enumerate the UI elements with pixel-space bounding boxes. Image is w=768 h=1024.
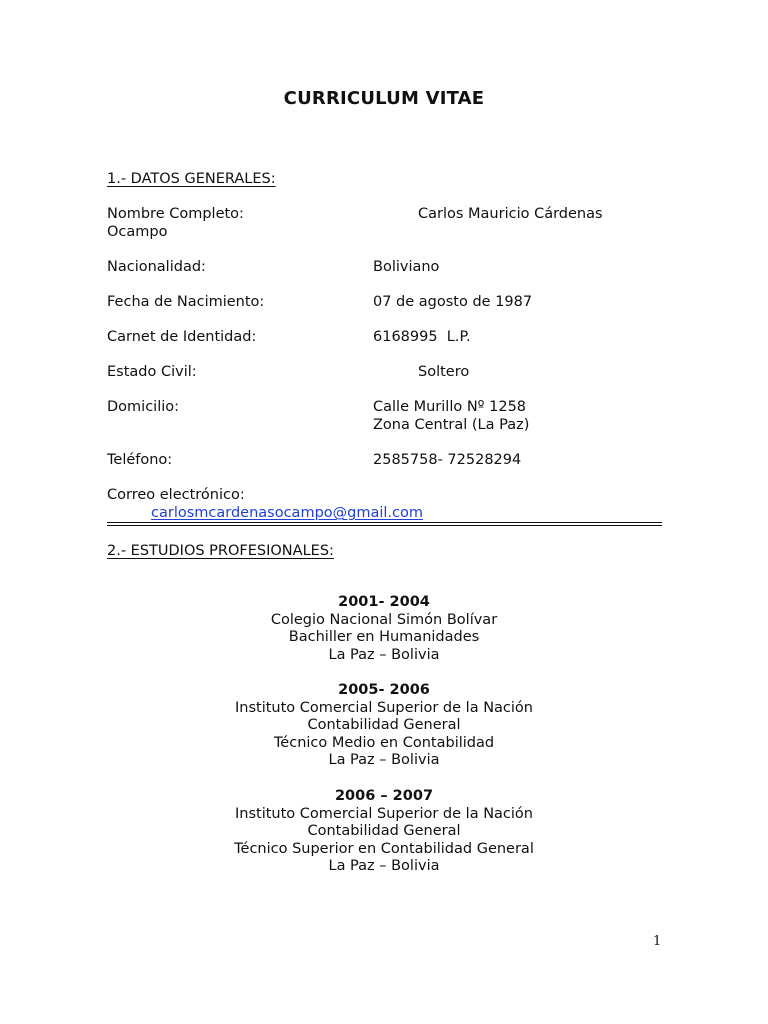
address-value-line1: Calle Murillo Nº 1258: [373, 399, 527, 415]
study-years: 2005- 2006: [338, 682, 430, 698]
birth-date-value: 07 de agosto de 1987: [373, 294, 533, 310]
study-line: Bachiller en Humanidades: [288, 629, 480, 646]
page-number: 1: [653, 934, 662, 949]
study-line: Instituto Comercial Superior de la Nación: [235, 805, 533, 822]
study-line: Técnico Superior en Contabilidad General: [234, 840, 534, 857]
study-line: La Paz – Bolivia: [328, 646, 440, 663]
full-name-value-continued: Ocampo: [107, 224, 168, 240]
birth-date-label: Fecha de Nacimiento:: [107, 294, 265, 310]
study-line: Técnico Medio en Contabilidad: [273, 734, 495, 751]
nationality-label: Nacionalidad:: [107, 259, 206, 275]
study-line: La Paz – Bolivia: [328, 858, 440, 875]
nationality-value: Boliviano: [373, 259, 440, 275]
study-line: La Paz – Bolivia: [328, 752, 440, 769]
phone-label: Teléfono:: [107, 452, 173, 468]
study-entry: [0, 594, 768, 664]
study-line: Contabilidad General: [307, 823, 461, 840]
study-entry: [0, 682, 768, 770]
address-value-line2: Zona Central (La Paz): [373, 417, 530, 433]
full-name-label: Nombre Completo:: [107, 206, 244, 222]
id-card-label: Carnet de Identidad:: [107, 329, 257, 345]
study-line: Instituto Comercial Superior de la Nación: [235, 699, 533, 716]
email-link[interactable]: carlosmcardenasocampo@gmail.com: [151, 505, 423, 521]
page-title: CURRICULUM VITAE: [283, 88, 485, 109]
study-entry: [0, 788, 768, 876]
full-name-value: Carlos Mauricio Cárdenas: [418, 206, 603, 222]
phone-value: 2585758- 72528294: [373, 452, 522, 468]
divider-line-top: [107, 522, 662, 523]
address-label: Domicilio:: [107, 399, 180, 415]
section-heading-studies: 2.- ESTUDIOS PROFESIONALES:: [107, 543, 334, 559]
civil-status-label: Estado Civil:: [107, 364, 197, 380]
study-line: Colegio Nacional Simón Bolívar: [270, 611, 498, 628]
email-label: Correo electrónico:: [107, 487, 245, 503]
study-years: 2006 – 2007: [334, 788, 434, 804]
id-card-value: 6168995 L.P.: [373, 329, 471, 345]
civil-status-value: Soltero: [418, 364, 470, 380]
study-line: Contabilidad General: [307, 717, 461, 734]
divider-line-bottom: [107, 525, 662, 526]
study-years: 2001- 2004: [338, 594, 430, 610]
section-heading-general: 1.- DATOS GENERALES:: [107, 171, 276, 187]
